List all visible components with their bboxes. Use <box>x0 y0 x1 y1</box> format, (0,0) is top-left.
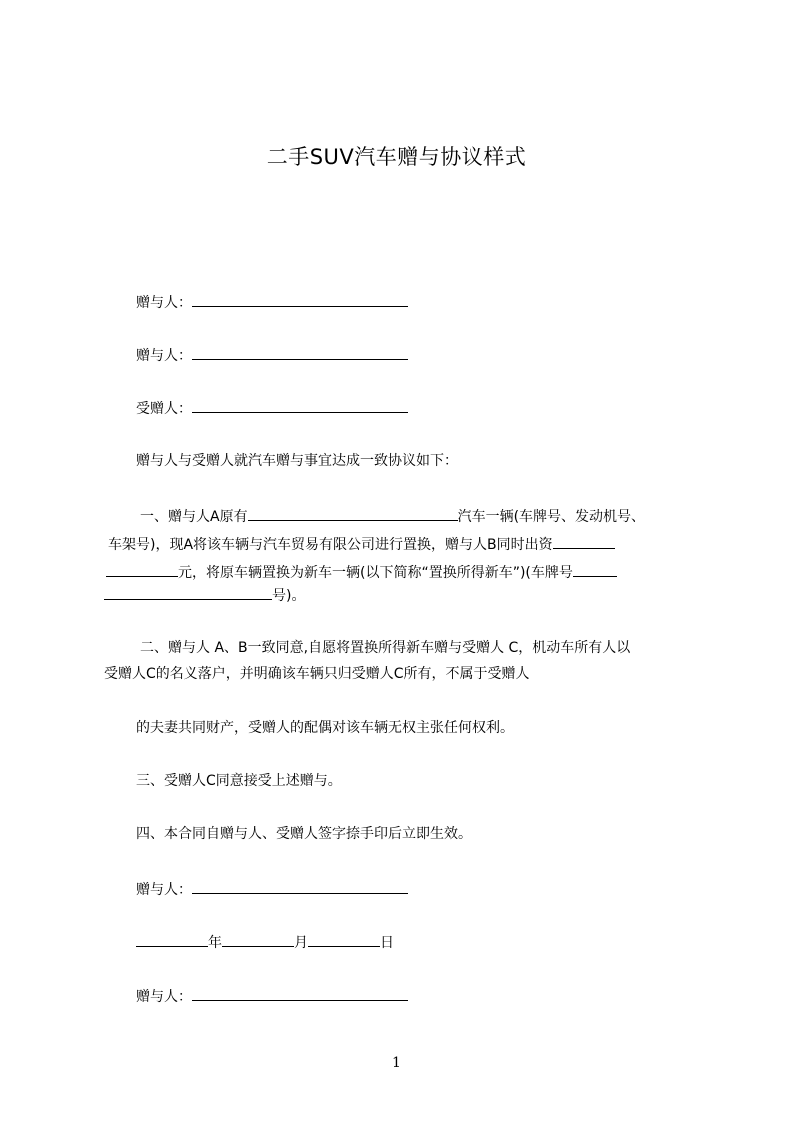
donor-1-field <box>136 291 408 313</box>
clause-1-line-4 <box>104 584 305 606</box>
signature-donor-field <box>136 878 408 900</box>
day-blank[interactable] <box>308 931 380 947</box>
donee-label: 受赠人： <box>136 401 192 417</box>
donor-2-blank[interactable] <box>192 344 408 360</box>
amount-blank-a[interactable] <box>553 533 615 549</box>
donor-2-field <box>136 344 408 366</box>
clause-4: 四、本合同自赠与人、受赠人签字捺手印后立即生效。 <box>136 826 472 842</box>
donor-2-label: 赠与人： <box>136 348 192 364</box>
car-model-blank[interactable] <box>248 505 458 521</box>
donee-blank[interactable] <box>192 397 408 413</box>
clause-1-line-2 <box>108 533 615 555</box>
donee-field <box>136 397 408 419</box>
clause-1-part-4: 元，将原车辆置换为新车一辆(以下简称“置换所得新车”)(车牌号 <box>178 565 573 581</box>
clause-2-line-3: 的夫妻共同财产，受赠人的配偶对该车辆无权主张任何权利。 <box>136 720 514 736</box>
clause-1-part-1: 一、赠与人A原有 <box>140 509 248 525</box>
clause-1-line-3 <box>106 561 617 583</box>
signature-donor-2-blank[interactable] <box>192 985 408 1001</box>
day-label: 日 <box>380 935 394 951</box>
signature-donor-2-label: 赠与人： <box>136 989 192 1005</box>
signature-donor-label: 赠与人： <box>136 882 192 898</box>
month-blank[interactable] <box>222 931 294 947</box>
year-label: 年 <box>208 935 222 951</box>
clause-2-line-1: 二、赠与人 A、B一致同意,自愿将置换所得新车赠与受赠人 C，机动车所有人以 <box>140 640 631 656</box>
intro-paragraph: 赠与人与受赠人就汽车赠与事宜达成一致协议如下： <box>136 453 458 469</box>
clause-1-part-3: 车架号)，现A将该车辆与汽车贸易有限公司进行置换，赠与人B同时出资 <box>108 537 553 553</box>
year-blank[interactable] <box>136 931 208 947</box>
clause-1-part-2: 汽车一辆(车牌号、发动机号、 <box>457 509 646 525</box>
clause-2-line-2: 受赠人C的名义落户，并明确该车辆只归受赠人C所有，不属于受赠人 <box>104 666 530 682</box>
date-field <box>136 931 394 953</box>
month-label: 月 <box>294 935 308 951</box>
donor-1-blank[interactable] <box>192 291 408 307</box>
clause-1-line-1 <box>140 505 645 527</box>
signature-donor-2-field <box>136 985 408 1007</box>
plate-blank-a[interactable] <box>573 561 617 577</box>
amount-blank-b[interactable] <box>106 561 178 577</box>
donor-1-label: 赠与人： <box>136 295 192 311</box>
plate-blank-b[interactable] <box>104 584 272 600</box>
clause-1-part-5: 号)。 <box>272 588 306 604</box>
document-title: 二手SUV汽车赠与协议样式 <box>266 145 527 169</box>
clause-3: 三、受赠人C同意接受上述赠与。 <box>136 773 342 789</box>
page-number: 1 <box>392 1055 401 1071</box>
signature-donor-blank[interactable] <box>192 878 408 894</box>
